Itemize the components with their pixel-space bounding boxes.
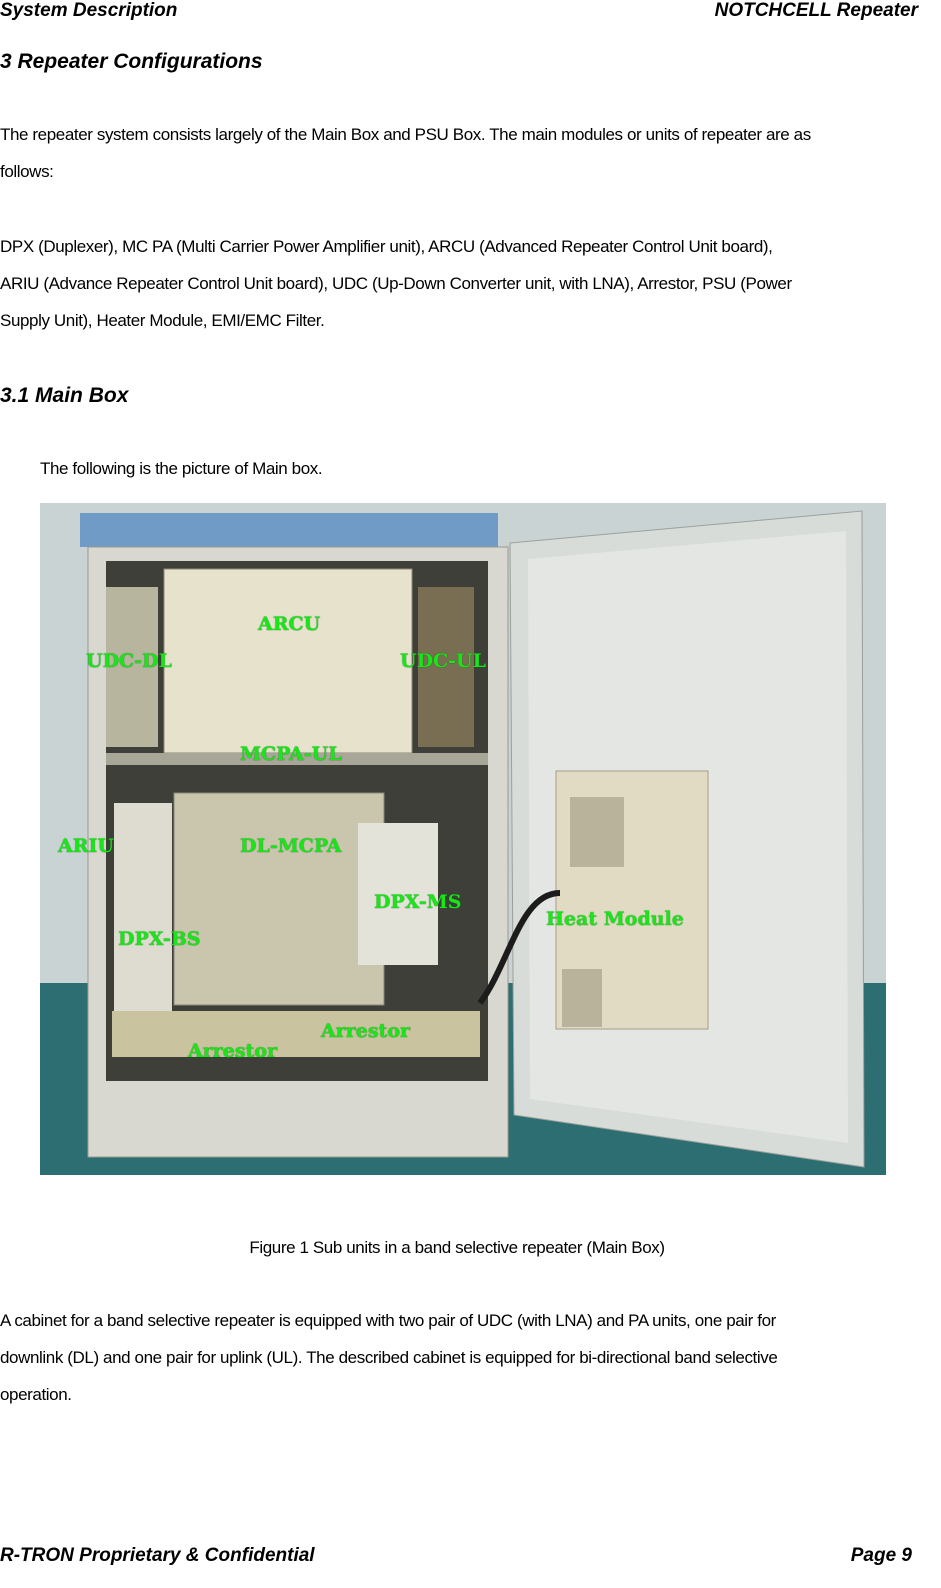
cabinet-illustration <box>40 503 886 1175</box>
label-dpx-bs: DPX-BS <box>118 928 201 950</box>
modules-paragraph <box>0 228 941 339</box>
label-arrestor-right: Arrestor <box>321 1020 411 1042</box>
label-heat-module: Heat Module <box>546 908 684 930</box>
label-arcu: ARCU <box>258 613 321 635</box>
label-arrestor-left: Arrestor <box>188 1040 278 1062</box>
header-right: NOTCHCELL Repeater <box>714 0 918 21</box>
header-left: System Description <box>0 0 178 21</box>
label-ariu: ARIU <box>58 835 114 857</box>
subsection-title: 3.1 Main Box <box>0 384 129 407</box>
section-title: 3 Repeater Configurations <box>0 50 263 73</box>
label-udc-ul: UDC-UL <box>400 650 486 672</box>
footer-left: R-TRON Proprietary & Confidential <box>0 1545 315 1566</box>
intro-line-2: follows: <box>0 162 54 181</box>
label-dpx-ms: DPX-MS <box>374 891 462 913</box>
modules-line-3: Supply Unit), Heater Module, EMI/EMC Filter. <box>0 311 325 330</box>
closing-line-2: downlink (DL) and one pair for uplink (UL). The described cabinet is equipped for bi-directional band selective <box>0 1348 778 1367</box>
label-dl-mcpa: DL-MCPA <box>240 835 342 857</box>
subsection-intro: The following is the picture of Main box. <box>40 459 323 478</box>
modules-line-1: DPX (Duplexer), MC PA (Multi Carrier Power Amplifier unit), ARCU (Advanced Repeater Control Unit board), <box>0 237 773 256</box>
intro-paragraph <box>0 116 941 190</box>
figure-caption: Figure 1 Sub units in a band selective repeater (Main Box) <box>249 1238 665 1257</box>
intro-line-1: The repeater system consists largely of the Main Box and PSU Box. The main modules or units of repeater are as <box>0 125 811 144</box>
modules-line-2: ARIU (Advance Repeater Control Unit board), UDC (Up-Down Converter unit, with LNA), Arrestor, PSU (Power <box>0 274 792 293</box>
label-mcpa-ul: MCPA-UL <box>240 743 342 765</box>
closing-line-1: A cabinet for a band selective repeater is equipped with two pair of UDC (with LNA) and PA units, one pair for <box>0 1311 776 1330</box>
closing-paragraph <box>0 1302 941 1413</box>
main-box-photo <box>40 503 886 1175</box>
label-udc-dl: UDC-DL <box>86 650 172 672</box>
footer-page-number: Page 9 <box>850 1545 912 1566</box>
closing-line-3: operation. <box>0 1385 72 1404</box>
